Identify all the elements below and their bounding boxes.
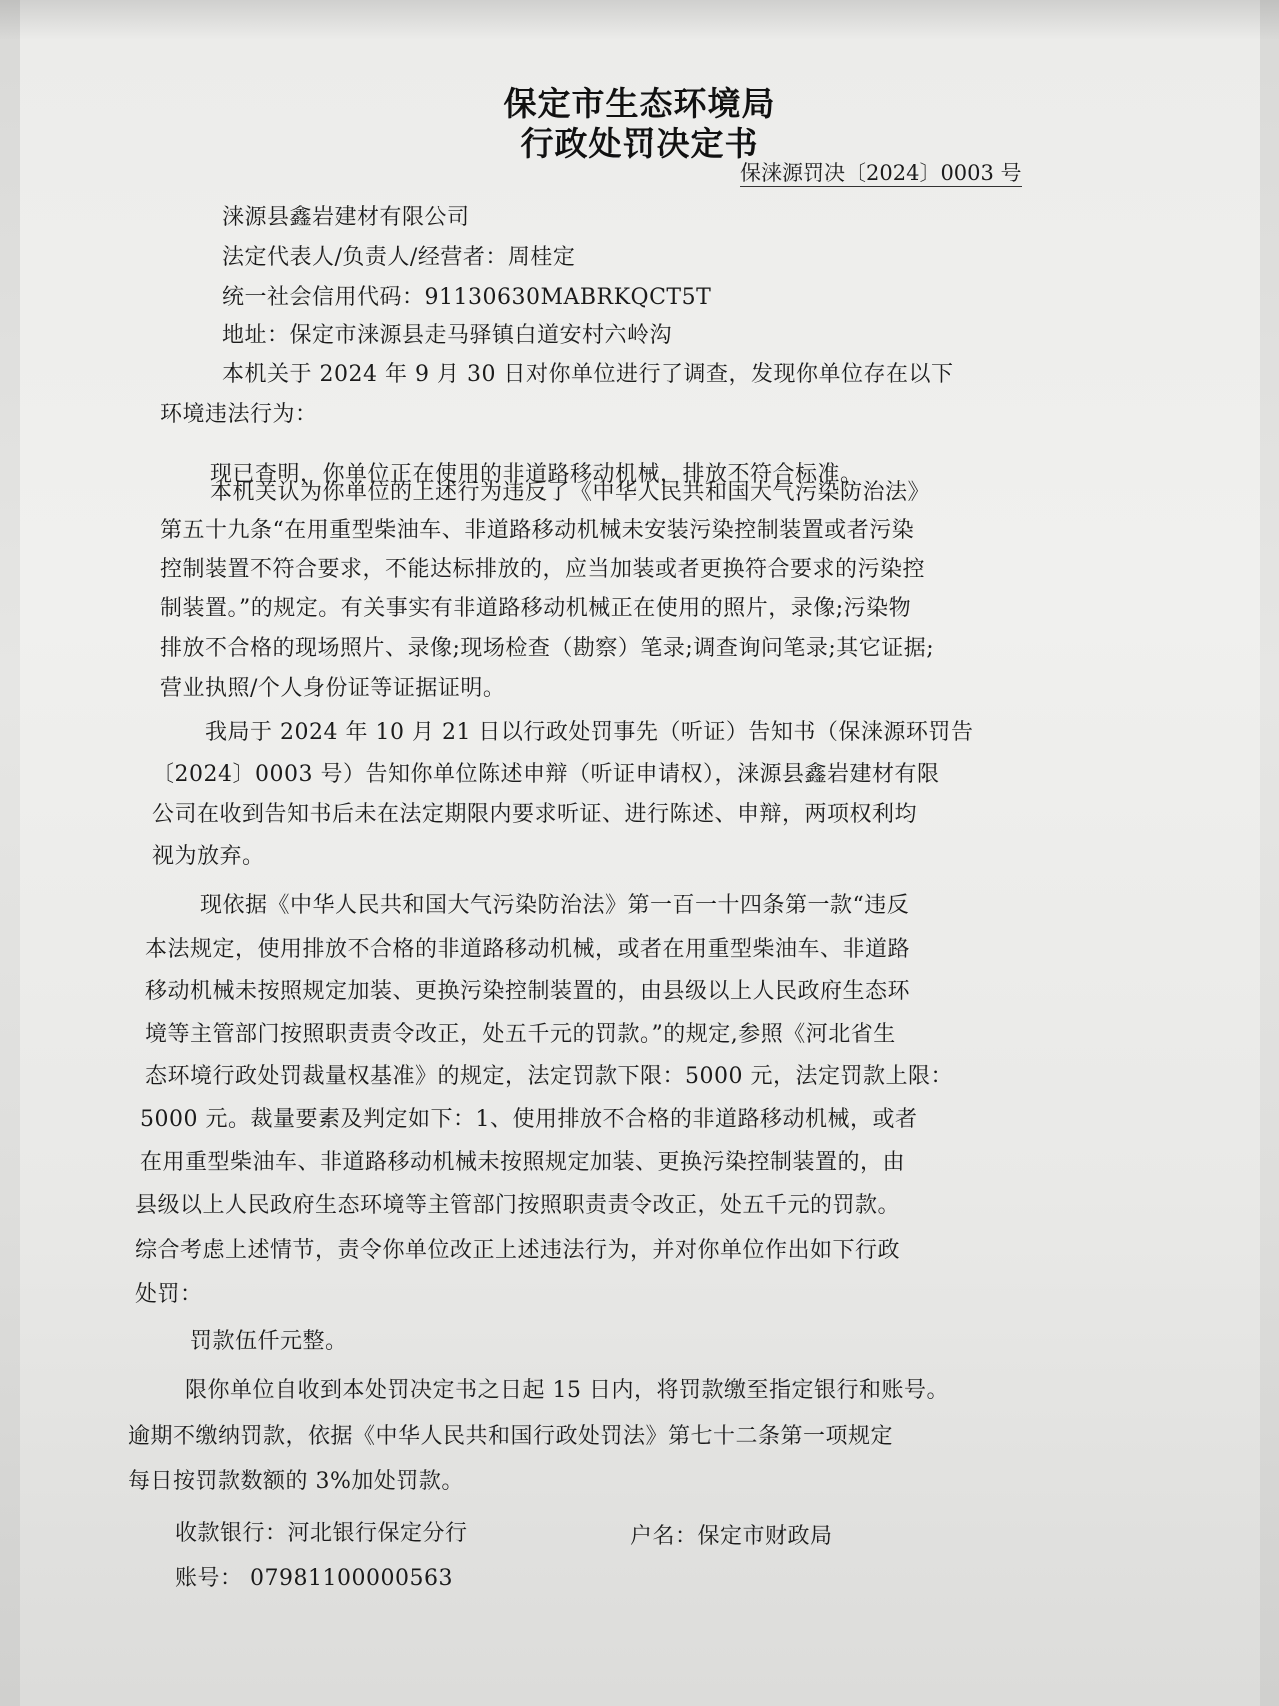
body-line: 处罚： xyxy=(135,1282,203,1307)
page-shadow xyxy=(0,0,1279,40)
body-line: 现已查明，你单位正在使用的非道路移动机械，排放不符合标准。 xyxy=(210,462,863,487)
document-title-line1: 保定市生态环境局 xyxy=(503,84,776,123)
document-title-line2: 行政处罚决定书 xyxy=(520,124,759,163)
body-line: 每日按罚款数额的 3%加处罚款。 xyxy=(128,1469,464,1494)
body-line: 县级以上人民政府生态环境等主管部门按照职责责令改正，处五千元的罚款。 xyxy=(135,1193,901,1218)
body-line: 排放不合格的现场照片、录像;现场检查（勘察）笔录;调查询问笔录;其它证据; xyxy=(160,636,935,661)
body-line: 〔2024〕0003 号）告知你单位陈述申辩（听证申请权），涞源县鑫岩建材有限 xyxy=(152,762,940,787)
party-credit-code: 统一社会信用代码：91130630MABRKQCT5T xyxy=(222,285,712,310)
body-line: 环境违法行为： xyxy=(160,402,318,427)
body-line: 本法规定，使用排放不合格的非道路移动机械，或者在用重型柴油车、非道路 xyxy=(145,937,911,962)
body-line: 我局于 2024 年 10 月 21 日以行政处罚事先（听证）告知书（保涞源环罚告 xyxy=(205,720,974,745)
payment-bank: 收款银行：河北银行保定分行 xyxy=(175,1521,468,1546)
fine-amount: 罚款伍仟元整。 xyxy=(190,1329,348,1354)
body-line: 移动机械未按照规定加装、更换污染控制装置的，由县级以上人民政府生态环 xyxy=(145,979,911,1004)
body-line: 限你单位自收到本处罚决定书之日起 15 日内，将罚款缴至指定银行和账号。 xyxy=(185,1378,949,1403)
party-company: 涞源县鑫岩建材有限公司 xyxy=(222,205,470,230)
body-line: 控制装置不符合要求，不能达标排放的，应当加装或者更换符合要求的污染控 xyxy=(160,557,926,582)
body-line: 综合考虑上述情节，责令你单位改正上述违法行为，并对你单位作出如下行政 xyxy=(135,1238,901,1263)
body-line: 现依据《中华人民共和国大气污染防治法》第一百一十四条第一款“违反 xyxy=(200,893,910,918)
body-line: 态环境行政处罚裁量权基准》的规定，法定罚款下限：5000 元，法定罚款上限： xyxy=(145,1064,953,1089)
body-line: 营业执照/个人身份证等证据证明。 xyxy=(160,676,506,701)
party-address: 地址：保定市涞源县走马驿镇白道安村六岭沟 xyxy=(222,323,673,348)
body-line: 第五十九条“在用重型柴油车、非道路移动机械未安装污染控制装置或者污染 xyxy=(160,518,915,543)
body-line: 本机关于 2024 年 9 月 30 日对你单位进行了调查，发现你单位存在以下 xyxy=(222,362,954,387)
body-line: 公司在收到告知书后未在法定期限内要求听证、进行陈述、申辩，两项权利均 xyxy=(152,802,918,827)
body-line: 视为放弃。 xyxy=(152,844,265,869)
body-line: 在用重型柴油车、非道路移动机械未按照规定加装、更换污染控制装置的，由 xyxy=(140,1150,906,1175)
party-representative: 法定代表人/负责人/经营者：周桂定 xyxy=(222,245,576,270)
body-line: 制装置。”的规定。有关事实有非道路移动机械正在使用的照片，录像;污染物 xyxy=(160,596,912,621)
body-line: 境等主管部门按照职责责令改正，处五千元的罚款。”的规定,参照《河北省生 xyxy=(145,1022,896,1047)
document-number: 保涞源罚决〔2024〕0003 号 xyxy=(740,161,1022,185)
body-line: 5000 元。裁量要素及判定如下：1、使用排放不合格的非道路移动机械，或者 xyxy=(140,1107,918,1132)
payment-account-name: 户名：保定市财政局 xyxy=(630,1524,833,1549)
payment-account-number: 账号： 07981100000563 xyxy=(175,1566,453,1591)
body-line: 本机关认为你单位的上述行为违反了《中华人民共和国大气污染防治法》 xyxy=(210,480,931,505)
body-line: 逾期不缴纳罚款，依据《中华人民共和国行政处罚法》第七十二条第一项规定 xyxy=(128,1424,894,1449)
